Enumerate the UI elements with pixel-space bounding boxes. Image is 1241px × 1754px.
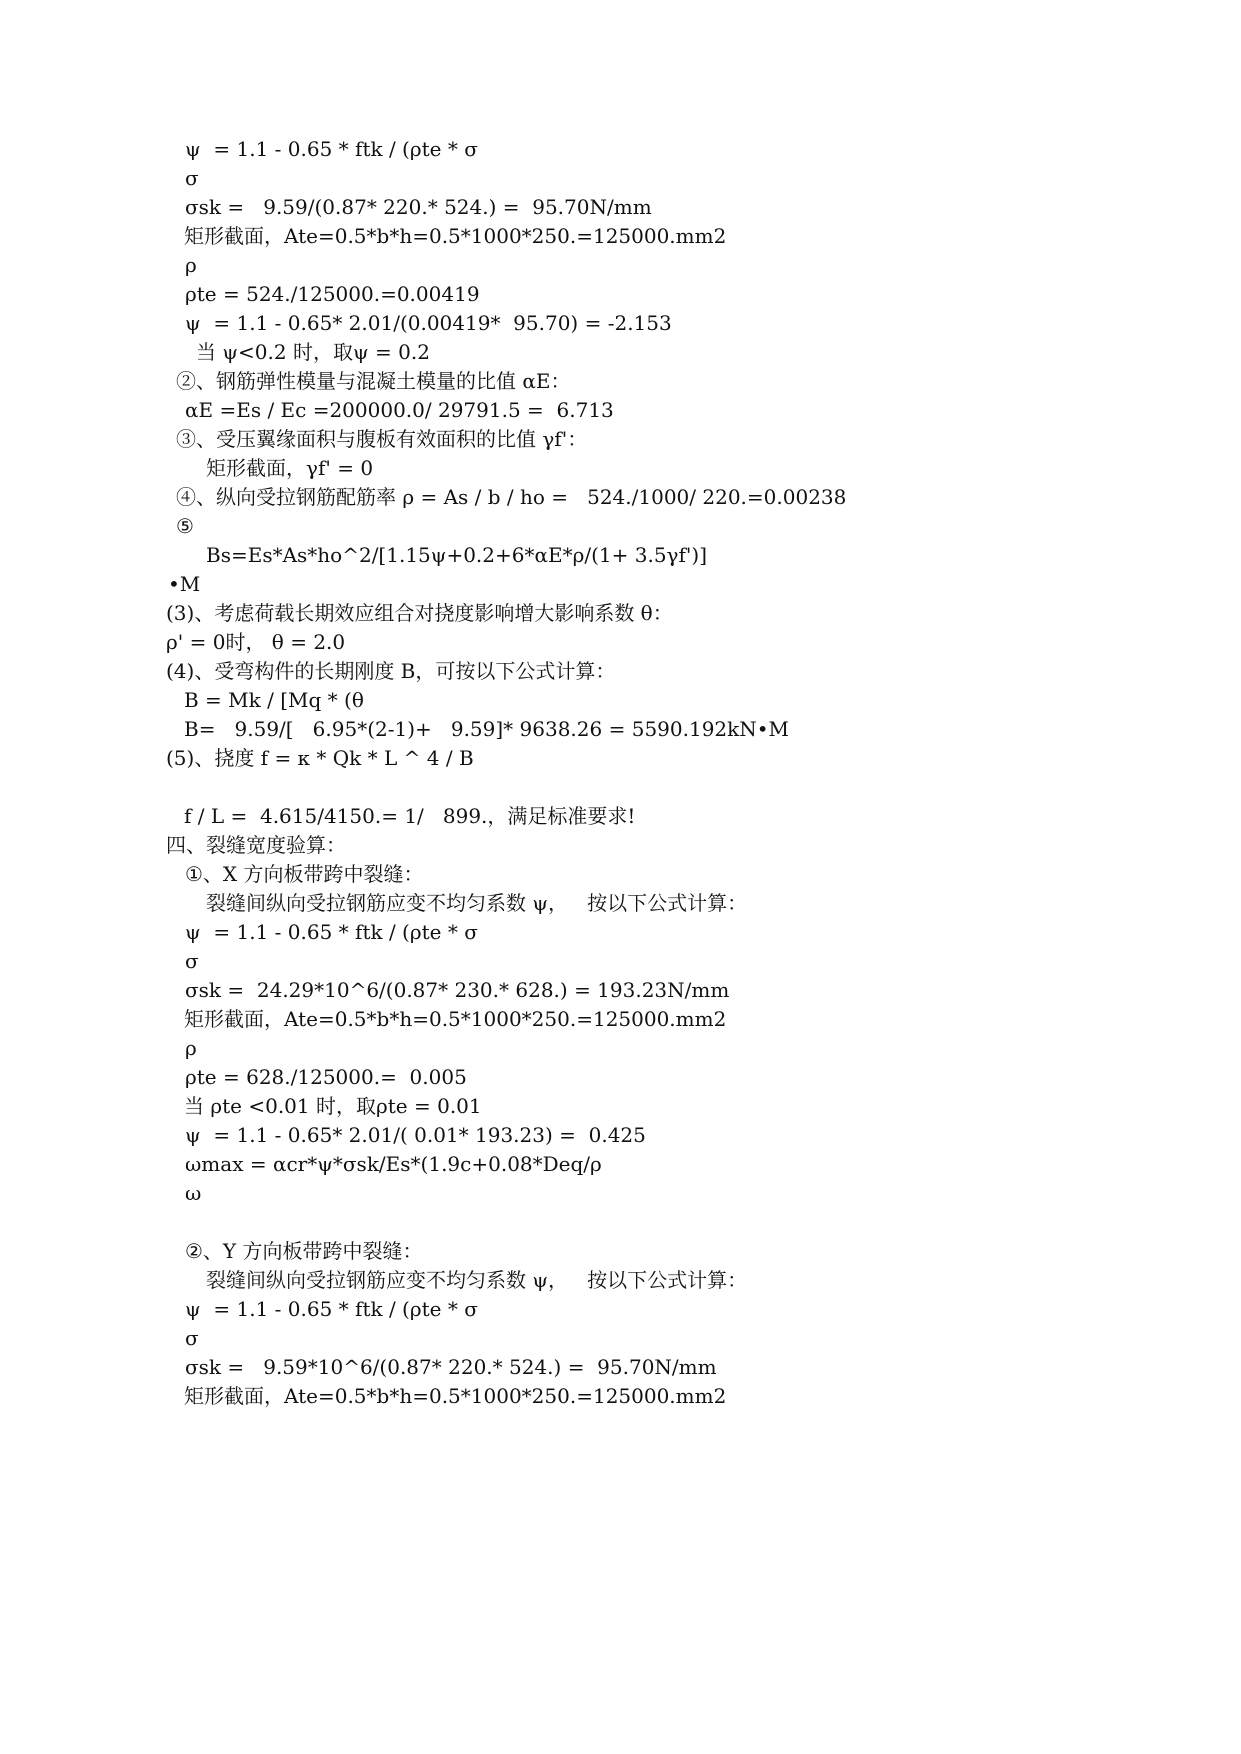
text-line: ωmax = αcr*ψ*σsk/Es*(1.9c+0.08*Deq/ρ [185, 1152, 602, 1176]
text-line: 当 ψ<0.2 时，取ψ = 0.2 [196, 340, 430, 364]
section-heading: ②、Y 方向板带跨中裂缝： [185, 1239, 423, 1263]
text-line: Bs=Es*As*ho^2/[1.15ψ+0.2+6*αE*ρ/(1+ 3.5γf')] [206, 543, 708, 567]
text-line: ψ = 1.1 - 0.65 * ftk / (ρte * σ [185, 137, 478, 161]
text-line: ρte = 524./125000.=0.00419 [185, 282, 480, 306]
section-heading: (3)、考虑荷载长期效应组合对挠度影响增大影响系数 θ： [166, 601, 673, 625]
text-line: σ [185, 949, 199, 973]
text-line: ρ' = 0时， θ = 2.0 [166, 630, 346, 654]
text-line: σsk = 9.59/(0.87* 220.* 524.) = 95.70N/mm [185, 195, 652, 219]
text-line: αE =Es / Ec =200000.0/ 29791.5 = 6.713 [185, 398, 614, 422]
text-line: 矩形截面，Ate=0.5*b*h=0.5*1000*250.=125000.mm2 [184, 224, 727, 248]
section-heading: ③、受压翼缘面积与腹板有效面积的比值 γf'： [176, 427, 588, 451]
text-line: σsk = 24.29*10^6/(0.87* 230.* 628.) = 193.23N/mm [185, 978, 730, 1002]
text-line: ρ [185, 253, 197, 277]
text-line: ψ = 1.1 - 0.65* 2.01/(0.00419* 95.70) = -2.153 [185, 311, 672, 335]
section-heading: ④、纵向受拉钢筋配筋率 ρ = As / b / ho = 524./1000/ 220.=0.00238 [176, 485, 847, 509]
text-line: ψ = 1.1 - 0.65 * ftk / (ρte * σ [185, 920, 478, 944]
section-heading: ②、钢筋弹性模量与混凝土模量的比值 αE： [176, 369, 571, 393]
text-line: ψ = 1.1 - 0.65 * ftk / (ρte * σ [185, 1297, 478, 1321]
text-line: σ [185, 1326, 199, 1350]
text-line: •M [168, 572, 201, 596]
text-line: ρ [185, 1036, 197, 1060]
text-line: ρte = 628./125000.= 0.005 [185, 1065, 467, 1089]
text-line: 裂缝间纵向受拉钢筋应变不均匀系数 ψ， 按以下公式计算： [206, 891, 748, 915]
section-heading: (5)、挠度 f = κ * Qk * L ^ 4 / B [166, 746, 474, 770]
section-heading: (4)、受弯构件的长期刚度 B，可按以下公式计算： [166, 659, 616, 683]
text-line: ψ = 1.1 - 0.65* 2.01/( 0.01* 193.23) = 0.425 [185, 1123, 646, 1147]
section-heading: ①、X 方向板带跨中裂缝： [185, 862, 424, 886]
text-line: f / L = 4.615/4150.= 1/ 899.，满足标准要求! [184, 804, 636, 828]
text-line: B= 9.59/[ 6.95*(2-1)+ 9.59]* 9638.26 = 5590.192kN•M [184, 717, 790, 741]
text-line: 矩形截面，γf' = 0 [206, 456, 374, 480]
text-line: 裂缝间纵向受拉钢筋应变不均匀系数 ψ， 按以下公式计算： [206, 1268, 748, 1292]
text-line: σ [185, 166, 199, 190]
text-line: 矩形截面，Ate=0.5*b*h=0.5*1000*250.=125000.mm2 [184, 1007, 727, 1031]
text-line: 当 ρte <0.01 时，取ρte = 0.01 [184, 1094, 482, 1118]
text-line: ω [185, 1181, 202, 1205]
text-line: B = Mk / [Mq * (θ [184, 688, 364, 712]
section-heading: 四、裂缝宽度验算： [166, 833, 346, 857]
section-heading: ⑤ [176, 514, 194, 538]
text-line: 矩形截面，Ate=0.5*b*h=0.5*1000*250.=125000.mm2 [184, 1384, 727, 1408]
text-line: σsk = 9.59*10^6/(0.87* 220.* 524.) = 95.70N/mm [185, 1355, 717, 1379]
